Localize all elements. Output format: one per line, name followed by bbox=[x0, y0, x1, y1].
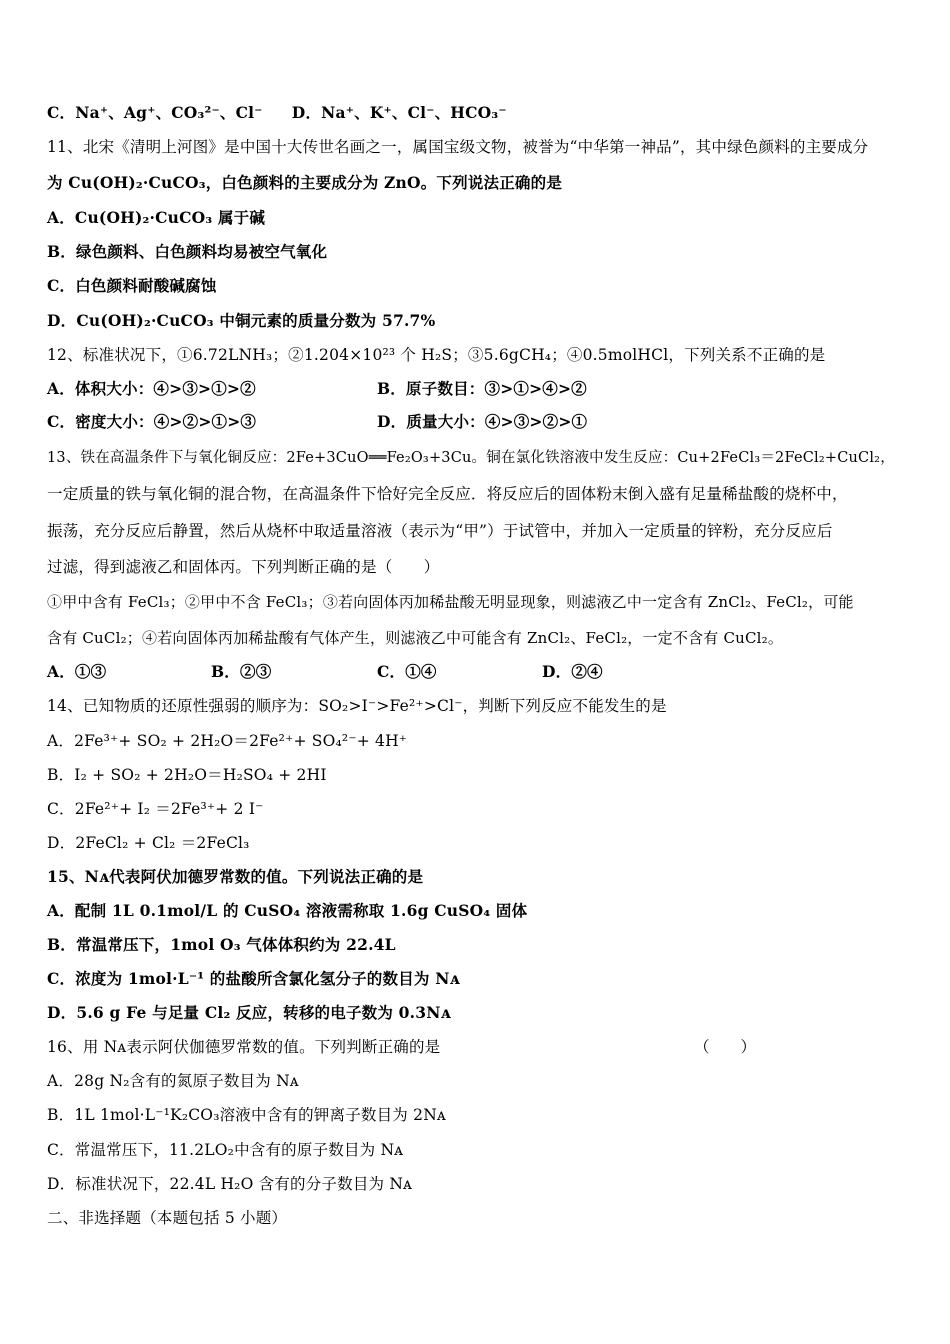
q13-stem-line3: 振荡，充分反应后静置，然后从烧杯中取适量溶液（表示为“甲”）于试管中，并加入一定质量的锌粉，充分反应后 bbox=[47, 522, 833, 540]
q11-option-b: B．绿色颜料、白色颜料均易被空气氧化 bbox=[47, 242, 328, 261]
q11-option-d: D．Cu(OH)₂·CuCO₃ 中铜元素的质量分数为 57.7% bbox=[47, 311, 436, 330]
q14-option-d: D．2FeCl₂ + Cl₂ ＝2FeCl₃ bbox=[47, 834, 250, 852]
q16-stem: 16、用 Nᴀ表示阿伏伽德罗常数的值。下列判断正确的是 bbox=[47, 1038, 441, 1056]
q15-option-b: B．常温常压下，1mol O₃ 气体体积约为 22.4L bbox=[47, 935, 396, 954]
q13-stem-line6: 含有 CuCl₂；④若向固体丙加稀盐酸有气体产生，则滤液乙中可能含有 ZnCl₂、FeCl₂，一定不含有 CuCl₂。 bbox=[47, 629, 784, 647]
q15-stem: 15、Nᴀ代表阿伏加德罗常数的值。下列说法正确的是 bbox=[47, 867, 424, 886]
q13-option-b: B．②③ bbox=[211, 662, 272, 681]
q11-stem-line2: 为 Cu(OH)₂·CuCO₃，白色颜料的主要成分为 ZnO。下列说法正确的是 bbox=[47, 173, 563, 192]
q15-option-d: D．5.6 g Fe 与足量 Cl₂ 反应，转移的电子数为 0.3Nᴀ bbox=[47, 1003, 451, 1022]
q11-option-a: A．Cu(OH)₂·CuCO₃ 属于碱 bbox=[47, 208, 266, 227]
q15-option-a: A．配制 1L 0.1mol/L 的 CuSO₄ 溶液需称取 1.6g CuSO₄ 固体 bbox=[47, 901, 528, 920]
q16-answer-paren: （ ） bbox=[694, 1038, 757, 1056]
q11-stem-line1: 11、北宋《清明上河图》是中国十大传世名画之一，属国宝级文物，被誉为“中华第一神品”，其中绿色颜料的主要成分 bbox=[47, 138, 869, 156]
q14-option-a: A．2Fe³⁺+ SO₂ + 2H₂O＝2Fe²⁺+ SO₄²⁻+ 4H⁺ bbox=[47, 732, 408, 750]
q11-option-c: C．白色颜料耐酸碱腐蚀 bbox=[47, 276, 217, 295]
q10-option-c: C．Na⁺、Ag⁺、CO₃²⁻、Cl⁻ bbox=[47, 103, 263, 122]
q13-stem-line1: 13、铁在高温条件下与氧化铜反应：2Fe+3CuO══Fe₂O₃+3Cu。铜在氯化铁溶液中发生反应：Cu+2FeCl₃＝2FeCl₂+CuCl₂， bbox=[47, 450, 895, 466]
q12-option-c: C．密度大小：④>②>①>③ bbox=[47, 412, 257, 431]
q13-stem-line5: ①甲中含有 FeCl₃；②甲中不含 FeCl₃；③若向固体丙加稀盐酸无明显现象，则滤液乙中一定含有 ZnCl₂、FeCl₂，可能 bbox=[47, 593, 854, 611]
q12-option-a: A．体积大小：④>③>①>② bbox=[47, 379, 256, 398]
q12-stem: 12、标准状况下，①6.72LNH₃；②1.204×10²³ 个 H₂S；③5.6gCH₄；④0.5molHCl，下列关系不正确的是 bbox=[47, 346, 826, 364]
q14-option-c: C．2Fe²⁺+ I₂ ＝2Fe³⁺+ 2 I⁻ bbox=[47, 800, 264, 818]
q13-option-a: A．①③ bbox=[47, 662, 107, 681]
q10-option-d: D．Na⁺、K⁺、Cl⁻、HCO₃⁻ bbox=[291, 103, 507, 122]
q13-stem-line2: 一定质量的铁与氧化铜的混合物，在高温条件下恰好完全反应．将反应后的固体粉末倒入盛有足量稀盐酸的烧杯中， bbox=[47, 485, 848, 503]
q16-option-b: B．1L 1mol·L⁻¹K₂CO₃溶液中含有的钾离子数目为 2Nᴀ bbox=[47, 1106, 446, 1124]
section-2-heading: 二、非选择题（本题包括 5 小题） bbox=[47, 1209, 288, 1227]
q13-option-c: C．①④ bbox=[377, 662, 437, 681]
q14-stem: 14、已知物质的还原性强弱的顺序为：SO₂>I⁻>Fe²⁺>Cl⁻，判断下列反应不能发生的是 bbox=[47, 697, 667, 715]
q13-option-d: D．②④ bbox=[542, 662, 603, 681]
q16-option-a: A．28g N₂含有的氮原子数目为 Nᴀ bbox=[47, 1072, 299, 1090]
q10-options-cd bbox=[47, 103, 507, 123]
q16-option-d: D．标准状况下，22.4L H₂O 含有的分子数目为 Nᴀ bbox=[47, 1175, 413, 1193]
q15-option-c: C．浓度为 1mol·L⁻¹ 的盐酸所含氯化氢分子的数目为 Nᴀ bbox=[47, 969, 460, 988]
q12-option-d: D．质量大小：④>③>②>① bbox=[377, 412, 588, 431]
q14-option-b: B．I₂ + SO₂ + 2H₂O＝H₂SO₄ + 2HI bbox=[47, 766, 327, 784]
q16-option-c: C．常温常压下，11.2LO₂中含有的原子数目为 Nᴀ bbox=[47, 1141, 404, 1159]
q13-stem-line4: 过滤，得到滤液乙和固体丙。下列判断正确的是（ ） bbox=[47, 558, 440, 576]
q12-option-b: B．原子数目：③>①>④>② bbox=[377, 379, 587, 398]
